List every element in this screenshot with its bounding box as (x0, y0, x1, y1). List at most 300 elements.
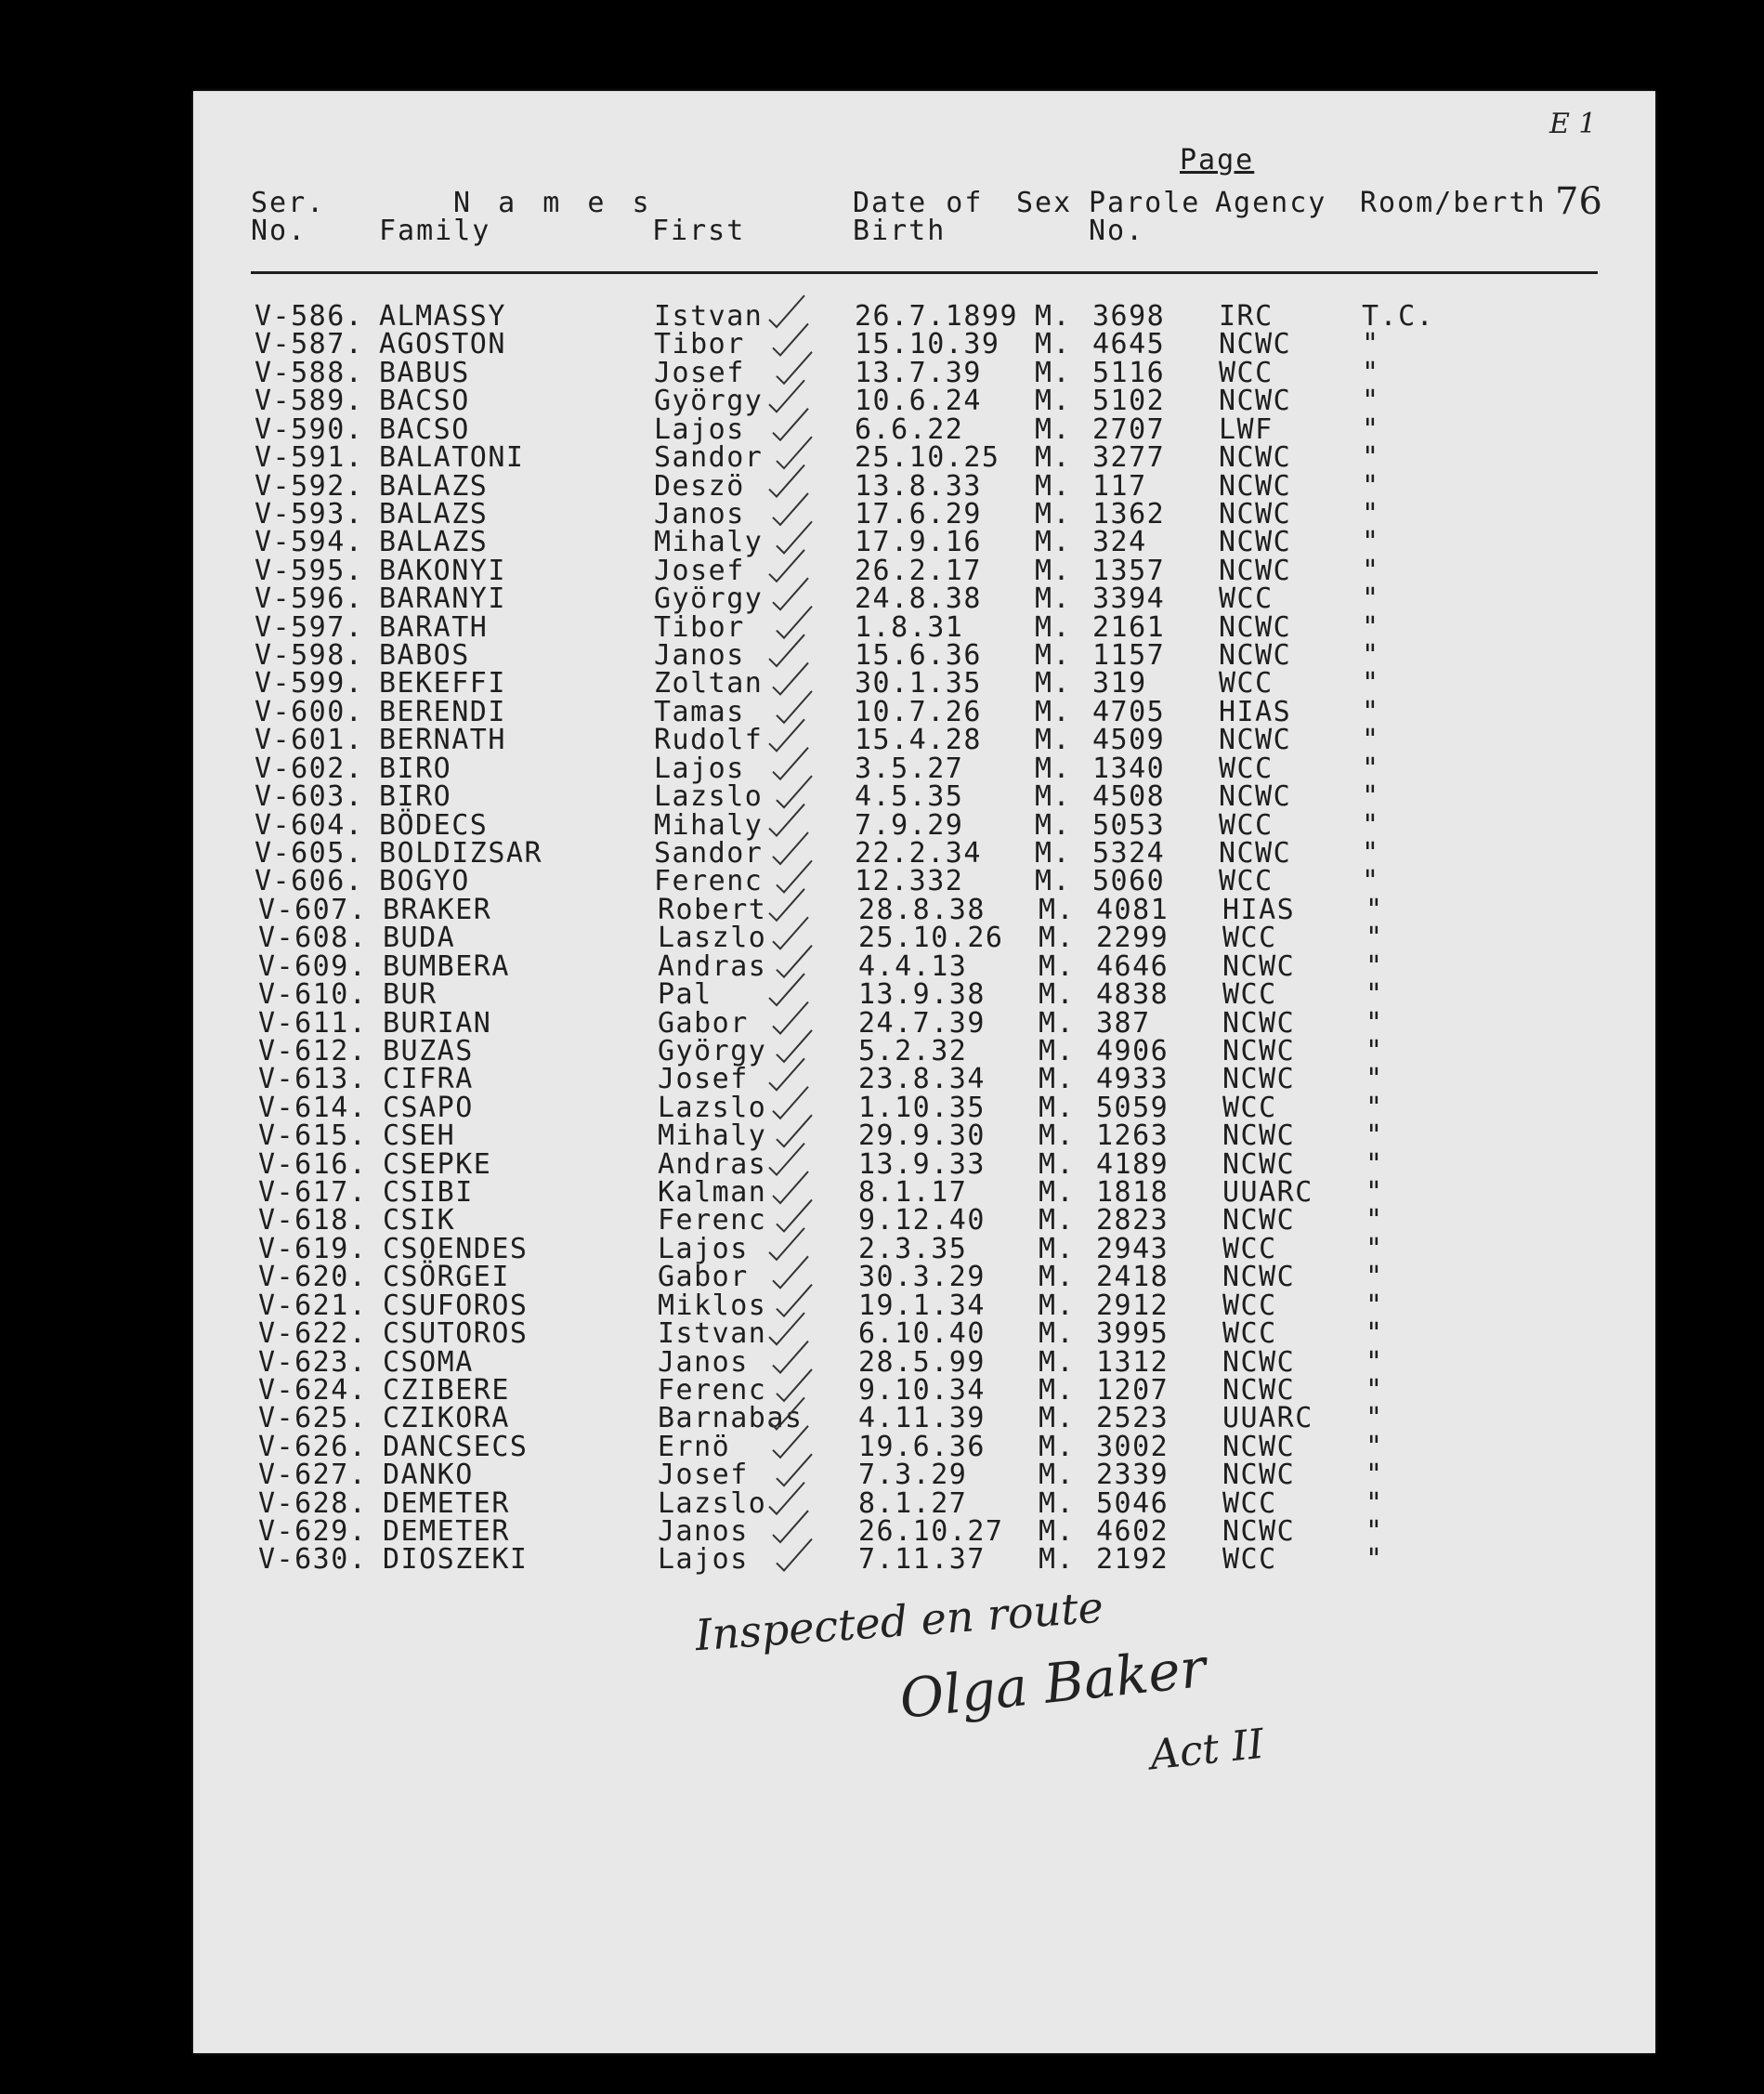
cell-date-of-birth: 10.7.26 (855, 695, 982, 728)
cell-date-of-birth: 13.9.33 (858, 1147, 986, 1181)
cell-agency: WCC (1219, 865, 1274, 898)
cell-date-of-birth: 15.10.39 (855, 328, 1000, 361)
cell-family-name: BACSO (379, 385, 470, 418)
cell-parole-no: 2523 (1096, 1402, 1169, 1435)
cell-parole-no: 319 (1092, 667, 1147, 700)
cell-sex: M. (1035, 639, 1072, 673)
cell-parole-no: 5324 (1092, 836, 1166, 870)
check-mark (769, 805, 804, 836)
cell-sex: M. (1035, 610, 1072, 644)
cell-date-of-birth: 10.6.24 (855, 385, 982, 418)
cell-agency: WCC (1222, 922, 1277, 955)
cell-room-berth: " (1362, 526, 1380, 559)
cell-room-berth: " (1362, 808, 1380, 842)
cell-sex: M. (1039, 1063, 1076, 1096)
cell-ser-no: V-587. (255, 328, 364, 361)
cell-room-berth: " (1362, 412, 1380, 446)
cell-room-berth: " (1362, 469, 1380, 503)
check-mark (773, 1256, 808, 1288)
cell-sex: M. (1035, 441, 1072, 475)
cell-first-name: Ferenc (658, 1204, 767, 1237)
check-mark (777, 521, 812, 553)
cell-date-of-birth: 6.6.22 (855, 412, 964, 446)
cell-agency: WCC (1222, 1091, 1277, 1124)
cell-date-of-birth: 12.332 (855, 865, 964, 898)
cell-date-of-birth: 8.1.17 (858, 1176, 968, 1210)
check-mark (769, 1144, 804, 1175)
cell-sex: M. (1039, 1373, 1076, 1407)
cell-room-berth: " (1362, 441, 1380, 475)
check-mark (777, 1199, 812, 1231)
cell-family-name: CIFRA (383, 1063, 474, 1096)
cell-date-of-birth: 13.7.39 (855, 356, 982, 389)
cell-room-berth: " (1362, 780, 1380, 814)
cell-parole-no: 1207 (1096, 1373, 1169, 1407)
cell-agency: NCWC (1219, 441, 1292, 475)
col-parole-bottom: No. (1089, 215, 1145, 247)
cell-ser-no: V-630. (258, 1543, 368, 1577)
cell-room-berth: " (1362, 752, 1380, 785)
check-mark (769, 635, 804, 666)
cell-sex: M. (1039, 1119, 1076, 1153)
cell-date-of-birth: 23.8.34 (858, 1063, 986, 1096)
check-mark (773, 409, 808, 440)
cell-ser-no: V-602. (255, 752, 364, 785)
check-mark (777, 1115, 812, 1146)
check-mark (773, 1511, 808, 1542)
check-mark (769, 974, 804, 1005)
cell-agency: WCC (1219, 752, 1274, 785)
cell-sex: M. (1039, 1430, 1076, 1463)
cell-sex: M. (1035, 412, 1072, 446)
cell-first-name: Gabor (658, 1006, 749, 1040)
check-mark (777, 946, 812, 977)
cell-first-name: Ferenc (654, 865, 764, 898)
check-mark (773, 1002, 808, 1034)
cell-date-of-birth: 3.5.27 (855, 752, 964, 785)
cell-family-name: BURIAN (383, 1006, 492, 1040)
cell-agency: LWF (1219, 412, 1274, 446)
cell-room-berth: " (1365, 1317, 1384, 1351)
cell-parole-no: 1263 (1096, 1119, 1169, 1153)
cell-parole-no: 1818 (1096, 1176, 1169, 1210)
cell-family-name: DEMETER (383, 1515, 510, 1549)
cell-first-name: Laszlo (658, 922, 767, 955)
cell-ser-no: V-620. (258, 1261, 368, 1294)
cell-family-name: CSUFOROS (383, 1289, 529, 1322)
col-ser-top: Ser. (251, 187, 326, 219)
check-mark (777, 1285, 812, 1316)
cell-sex: M. (1035, 836, 1072, 870)
cell-date-of-birth: 19.1.34 (858, 1289, 986, 1322)
cell-family-name: DEMETER (383, 1486, 510, 1520)
cell-sex: M. (1039, 893, 1076, 926)
cell-ser-no: V-606. (255, 865, 364, 898)
cell-family-name: BUR (383, 978, 438, 1012)
cell-agency: WCC (1219, 582, 1274, 616)
cell-room-berth: " (1365, 978, 1384, 1012)
cell-ser-no: V-610. (258, 978, 368, 1012)
cell-first-name: Pal (658, 978, 712, 1012)
cell-sex: M. (1039, 1402, 1076, 1435)
cell-first-name: Josef (658, 1459, 749, 1492)
cell-family-name: AGOSTON (379, 328, 506, 361)
cell-parole-no: 1362 (1092, 497, 1166, 530)
check-mark (777, 691, 812, 723)
cell-family-name: BRAKER (383, 893, 492, 926)
inspector-signature: Olga Baker (896, 1635, 1209, 1732)
col-parole-top: Parole (1089, 187, 1201, 219)
cell-family-name: BIRO (379, 752, 452, 785)
cell-sex: M. (1039, 1345, 1076, 1379)
cell-first-name: Josef (654, 356, 745, 389)
cell-family-name: BACSO (379, 412, 470, 446)
cell-ser-no: V-598. (255, 639, 364, 673)
cell-first-name: Ferenc (658, 1373, 767, 1407)
cell-agency: HIAS (1222, 893, 1296, 926)
cell-parole-no: 2823 (1096, 1204, 1169, 1237)
cell-first-name: Ernö (658, 1430, 731, 1463)
cell-first-name: Rudolf (654, 724, 764, 757)
cell-family-name: BALAZS (379, 469, 489, 503)
cell-agency: NCWC (1219, 780, 1292, 814)
cell-agency: NCWC (1222, 1034, 1296, 1067)
cell-sex: M. (1039, 1459, 1076, 1492)
check-mark (777, 776, 812, 807)
cell-room-berth: " (1365, 1515, 1384, 1549)
cell-ser-no: V-603. (255, 780, 364, 814)
col-first: First (652, 215, 746, 247)
cell-room-berth: " (1362, 328, 1380, 361)
cell-sex: M. (1035, 667, 1072, 700)
cell-parole-no: 3277 (1092, 441, 1166, 475)
corner-note: E 1 (1549, 108, 1597, 140)
col-room: Room/berth (1360, 187, 1547, 219)
check-mark (773, 662, 808, 694)
cell-ser-no: V-605. (255, 836, 364, 870)
cell-date-of-birth: 1.10.35 (858, 1091, 986, 1124)
cell-date-of-birth: 19.6.36 (858, 1430, 986, 1463)
cell-first-name: György (658, 1034, 767, 1067)
cell-family-name: CSEPKE (383, 1147, 492, 1181)
cell-sex: M. (1035, 808, 1072, 842)
cell-date-of-birth: 26.2.17 (855, 554, 982, 587)
cell-sex: M. (1039, 1515, 1076, 1549)
cell-ser-no: V-629. (258, 1515, 368, 1549)
cell-agency: WCC (1222, 1289, 1277, 1322)
check-mark (777, 1030, 812, 1062)
cell-family-name: BALAZS (379, 497, 489, 530)
cell-agency: NCWC (1219, 497, 1292, 530)
cell-first-name: Tamas (654, 695, 745, 728)
cell-family-name: CSIK (383, 1204, 456, 1237)
check-mark (769, 380, 804, 412)
cell-parole-no: 1340 (1092, 752, 1166, 785)
cell-first-name: Lazslo (658, 1091, 767, 1124)
cell-date-of-birth: 4.5.35 (855, 780, 964, 814)
cell-family-name: DIOSZEKI (383, 1543, 529, 1577)
cell-agency: NCWC (1222, 1119, 1296, 1153)
cell-date-of-birth: 15.6.36 (855, 639, 982, 673)
cell-sex: M. (1039, 1232, 1076, 1265)
cell-agency: HIAS (1219, 695, 1292, 728)
cell-parole-no: 3995 (1096, 1317, 1169, 1351)
cell-first-name: Istvan (658, 1317, 767, 1351)
cell-room-berth: " (1365, 1402, 1384, 1435)
cell-first-name: György (654, 582, 764, 616)
cell-agency: NCWC (1222, 1006, 1296, 1040)
cell-date-of-birth: 30.1.35 (855, 667, 982, 700)
cell-family-name: CZIBERE (383, 1373, 510, 1407)
cell-first-name: Robert (658, 893, 767, 926)
cell-first-name: Zoltan (654, 667, 764, 700)
cell-date-of-birth: 13.9.38 (858, 978, 986, 1012)
check-mark (769, 295, 804, 327)
page-label: Page (1180, 144, 1255, 177)
cell-agency: NCWC (1219, 385, 1292, 418)
inspector-title: Act II (1147, 1720, 1267, 1780)
cell-room-berth: " (1362, 385, 1380, 418)
cell-parole-no: 2707 (1092, 412, 1166, 446)
cell-date-of-birth: 5.2.32 (858, 1034, 968, 1067)
cell-room-berth: " (1362, 695, 1380, 728)
cell-agency: NCWC (1222, 1063, 1296, 1096)
cell-ser-no: V-617. (258, 1176, 368, 1210)
cell-date-of-birth: 7.3.29 (858, 1459, 968, 1492)
cell-first-name: Andras (658, 1147, 767, 1181)
cell-date-of-birth: 7.9.29 (855, 808, 964, 842)
cell-first-name: Janos (654, 497, 745, 530)
cell-sex: M. (1035, 300, 1072, 333)
cell-room-berth: " (1365, 1006, 1384, 1040)
cell-agency: WCC (1222, 1232, 1277, 1265)
cell-room-berth: " (1365, 949, 1384, 983)
cell-date-of-birth: 9.12.40 (858, 1204, 986, 1237)
check-mark (773, 1171, 808, 1203)
cell-ser-no: V-621. (258, 1289, 368, 1322)
cell-agency: NCWC (1222, 949, 1296, 983)
cell-parole-no: 2161 (1092, 610, 1166, 644)
cell-family-name: BALATONI (379, 441, 525, 475)
cell-ser-no: V-591. (255, 441, 364, 475)
cell-parole-no: 2339 (1096, 1459, 1169, 1492)
cell-date-of-birth: 1.8.31 (855, 610, 964, 644)
cell-agency: NCWC (1219, 328, 1292, 361)
cell-family-name: CSAPO (383, 1091, 474, 1124)
cell-family-name: CSUTOROS (383, 1317, 529, 1351)
cell-parole-no: 4933 (1096, 1063, 1169, 1096)
cell-sex: M. (1039, 1176, 1076, 1210)
cell-sex: M. (1039, 1034, 1076, 1067)
cell-parole-no: 1312 (1096, 1345, 1169, 1379)
cell-parole-no: 4508 (1092, 780, 1166, 814)
cell-agency: IRC (1219, 300, 1274, 333)
col-dob-top: Date of (853, 187, 984, 219)
cell-sex: M. (1035, 385, 1072, 418)
cell-parole-no: 387 (1096, 1006, 1151, 1040)
check-mark (769, 1313, 804, 1344)
cell-family-name: BAKONYI (379, 554, 506, 587)
cell-room-berth: " (1362, 724, 1380, 757)
cell-first-name: Sandor (654, 836, 764, 870)
cell-family-name: BIRO (379, 780, 452, 814)
cell-sex: M. (1035, 526, 1072, 559)
cell-ser-no: V-628. (258, 1486, 368, 1520)
cell-parole-no: 2912 (1096, 1289, 1169, 1322)
cell-ser-no: V-623. (258, 1345, 368, 1379)
cell-date-of-birth: 28.8.38 (858, 893, 986, 926)
cell-ser-no: V-619. (258, 1232, 368, 1265)
cell-agency: NCWC (1222, 1345, 1296, 1379)
cell-room-berth: " (1365, 1176, 1384, 1210)
cell-first-name: Andras (658, 949, 767, 983)
cell-date-of-birth: 15.4.28 (855, 724, 982, 757)
cell-ser-no: V-615. (258, 1119, 368, 1153)
cell-room-berth: " (1362, 610, 1380, 644)
cell-family-name: BERENDI (379, 695, 506, 728)
cell-parole-no: 2418 (1096, 1261, 1169, 1294)
cell-family-name: CSOENDES (383, 1232, 529, 1265)
cell-parole-no: 4838 (1096, 978, 1169, 1012)
cell-ser-no: V-607. (258, 893, 368, 926)
cell-ser-no: V-589. (255, 385, 364, 418)
check-mark (773, 1426, 808, 1458)
cell-family-name: BARATH (379, 610, 489, 644)
cell-date-of-birth: 17.6.29 (855, 497, 982, 530)
cell-parole-no: 5060 (1092, 865, 1166, 898)
cell-agency: NCWC (1219, 469, 1292, 503)
cell-room-berth: " (1365, 1147, 1384, 1181)
cell-date-of-birth: 17.9.16 (855, 526, 982, 559)
cell-sex: M. (1039, 1317, 1076, 1351)
cell-room-berth: " (1362, 865, 1380, 898)
cell-ser-no: V-613. (258, 1063, 368, 1096)
cell-date-of-birth: 22.2.34 (855, 836, 982, 870)
cell-family-name: BUZAS (383, 1034, 474, 1067)
cell-parole-no: 1157 (1092, 639, 1166, 673)
check-mark (773, 323, 808, 355)
cell-agency: WCC (1219, 667, 1274, 700)
cell-room-berth: " (1362, 497, 1380, 530)
check-mark (769, 1483, 804, 1514)
cell-date-of-birth: 28.5.99 (858, 1345, 986, 1379)
cell-agency: WCC (1222, 1317, 1277, 1351)
inspection-note: Inspected en route (693, 1581, 1105, 1661)
cell-room-berth: " (1365, 1459, 1384, 1492)
cell-parole-no: 5046 (1096, 1486, 1169, 1520)
cell-family-name: BABUS (379, 356, 470, 389)
cell-ser-no: V-590. (255, 412, 364, 446)
cell-parole-no: 4705 (1092, 695, 1166, 728)
col-ser-bottom: No. (251, 215, 307, 247)
cell-sex: M. (1039, 1006, 1076, 1040)
cell-first-name: Lajos (658, 1232, 749, 1265)
cell-family-name: BARANYI (379, 582, 506, 616)
cell-room-berth: " (1365, 1063, 1384, 1096)
cell-sex: M. (1039, 1486, 1076, 1520)
cell-family-name: CSÖRGEI (383, 1261, 510, 1294)
cell-parole-no: 2943 (1096, 1232, 1169, 1265)
cell-first-name: Istvan (654, 300, 764, 333)
cell-parole-no: 4602 (1096, 1515, 1169, 1549)
cell-first-name: Janos (658, 1345, 749, 1379)
cell-ser-no: V-586. (255, 300, 364, 333)
cell-sex: M. (1039, 1261, 1076, 1294)
cell-parole-no: 4081 (1096, 893, 1169, 926)
cell-parole-no: 2192 (1096, 1543, 1169, 1577)
cell-agency: NCWC (1222, 1373, 1296, 1407)
cell-sex: M. (1039, 1091, 1076, 1124)
cell-first-name: Mihaly (658, 1119, 767, 1153)
cell-family-name: CSOMA (383, 1345, 474, 1379)
col-names-title: N a m e s (453, 187, 655, 219)
cell-ser-no: V-618. (258, 1204, 368, 1237)
cell-agency: UUARC (1222, 1176, 1313, 1210)
check-mark (777, 1454, 812, 1485)
cell-first-name: Lajos (658, 1543, 749, 1577)
cell-sex: M. (1039, 1289, 1076, 1322)
cell-ser-no: V-608. (258, 922, 368, 955)
cell-date-of-birth: 26.7.1899 (855, 300, 1019, 333)
cell-parole-no: 4906 (1096, 1034, 1169, 1067)
cell-sex: M. (1039, 922, 1076, 955)
cell-family-name: BERNATH (379, 724, 506, 757)
cell-first-name: Miklos (658, 1289, 767, 1322)
cell-date-of-birth: 9.10.34 (858, 1373, 986, 1407)
cell-family-name: DANCSECS (383, 1430, 529, 1463)
col-sex: Sex (1016, 187, 1073, 219)
cell-agency: UUARC (1222, 1402, 1313, 1435)
cell-agency: WCC (1219, 808, 1274, 842)
cell-room-berth: " (1362, 554, 1380, 587)
cell-sex: M. (1039, 1543, 1076, 1577)
cell-first-name: Janos (658, 1515, 749, 1549)
cell-date-of-birth: 25.10.26 (858, 922, 1004, 955)
cell-ser-no: V-593. (255, 497, 364, 530)
cell-room-berth: " (1365, 1091, 1384, 1124)
cell-ser-no: V-626. (258, 1430, 368, 1463)
cell-room-berth: " (1365, 1261, 1384, 1294)
check-mark (769, 1397, 804, 1429)
cell-parole-no: 5053 (1092, 808, 1166, 842)
check-mark (769, 1058, 804, 1090)
cell-agency: NCWC (1219, 526, 1292, 559)
cell-ser-no: V-588. (255, 356, 364, 389)
cell-first-name: Lajos (654, 752, 745, 785)
cell-sex: M. (1035, 865, 1072, 898)
cell-date-of-birth: 24.8.38 (855, 582, 982, 616)
cell-parole-no: 3002 (1096, 1430, 1169, 1463)
cell-date-of-birth: 29.9.30 (858, 1119, 986, 1153)
cell-family-name: BUMBERA (383, 949, 510, 983)
cell-agency: WCC (1222, 1486, 1277, 1520)
cell-sex: M. (1039, 1147, 1076, 1181)
document-sheet (193, 91, 1655, 2053)
cell-room-berth: " (1365, 922, 1384, 955)
cell-room-berth: " (1362, 356, 1380, 389)
cell-first-name: Josef (654, 554, 745, 587)
cell-date-of-birth: 7.11.37 (858, 1543, 986, 1577)
cell-agency: NCWC (1219, 836, 1292, 870)
cell-ser-no: V-595. (255, 554, 364, 587)
col-dob-bottom: Birth (853, 215, 947, 247)
cell-parole-no: 117 (1092, 469, 1147, 503)
cell-family-name: ALMASSY (379, 300, 506, 333)
cell-parole-no: 4645 (1092, 328, 1166, 361)
cell-agency: WCC (1222, 1543, 1277, 1577)
check-mark (773, 748, 808, 779)
cell-date-of-birth: 26.10.27 (858, 1515, 1004, 1549)
